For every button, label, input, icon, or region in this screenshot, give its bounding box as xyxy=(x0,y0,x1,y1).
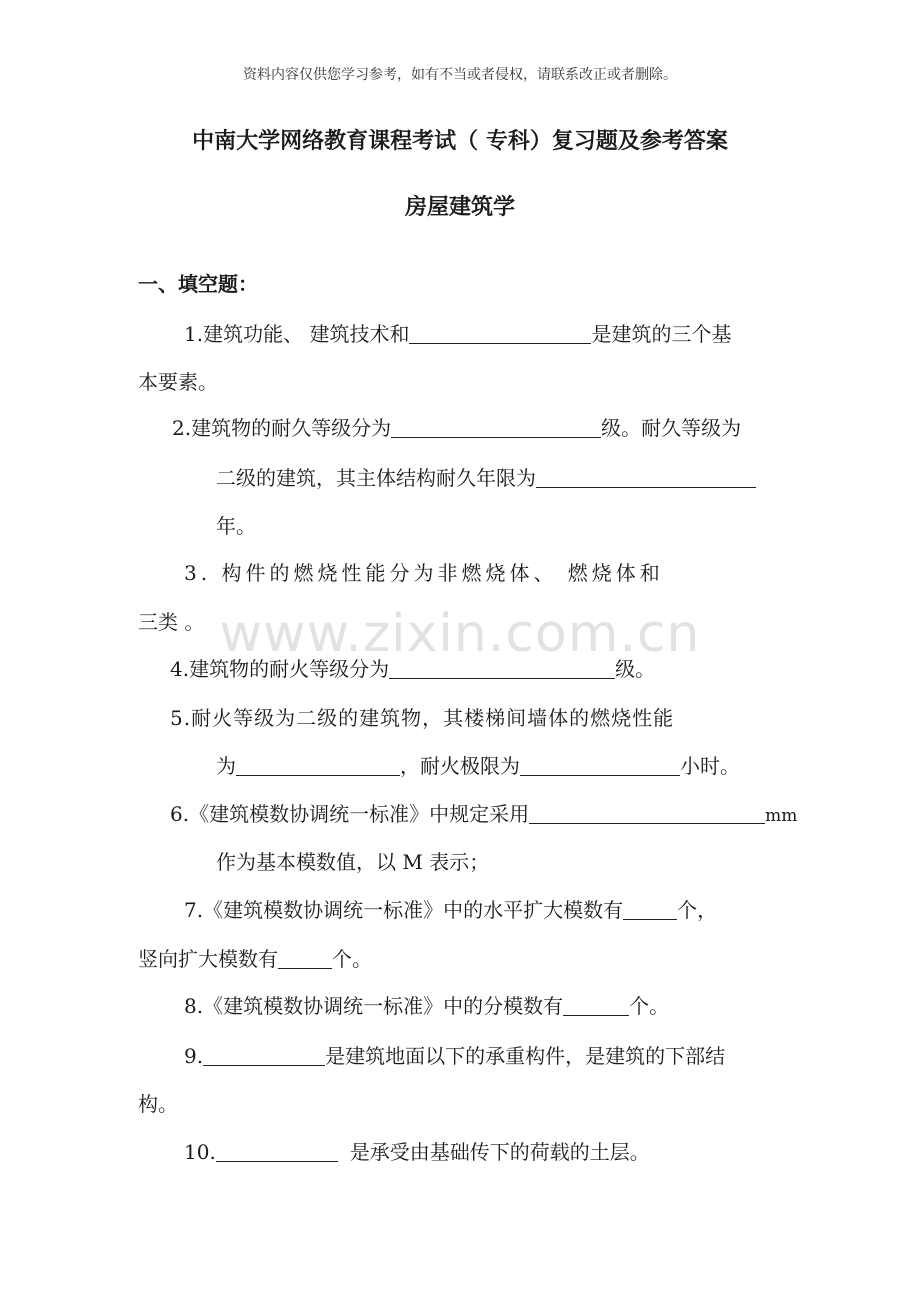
answer-blank xyxy=(409,323,591,344)
question-text: 是承受由基础传下的荷载的土层。 xyxy=(349,1140,650,1164)
question-text: 8.《建筑模数协调统一标准》中的分模数有 xyxy=(184,994,564,1018)
answer-blank xyxy=(236,755,400,776)
question-3-cont: 三类 。 xyxy=(138,610,205,634)
question-text: 二级的建筑，其主体结构耐久年限为 xyxy=(216,466,536,490)
question-text: 1.建筑功能、 建筑技术和 xyxy=(184,322,410,346)
question-text: 是建筑的三个基 xyxy=(591,322,732,346)
question-5-cont xyxy=(216,750,740,779)
answer-blank xyxy=(520,755,680,776)
question-9 xyxy=(184,1040,725,1069)
question-text: 3. 构件的燃烧性能分为非燃烧体、 燃烧体和 xyxy=(184,561,664,585)
page-subtitle: 房屋建筑学 xyxy=(404,195,515,220)
page-title: 中南大学网络教育课程考试（ 专科）复习题及参考答案 xyxy=(192,129,728,154)
question-2-end: 年。 xyxy=(216,514,256,538)
question-text: 级。耐久等级为 xyxy=(601,416,742,440)
question-6 xyxy=(170,798,797,827)
answer-blank xyxy=(536,467,756,488)
question-text: 7.《建筑模数协调统一标准》中的水平扩大模数有 xyxy=(184,898,624,922)
section-heading: 一、填空题： xyxy=(138,272,258,296)
question-6-cont: 作为基本模数值，以 M 表示； xyxy=(216,850,490,874)
answer-blank xyxy=(563,995,629,1016)
question-2-cont xyxy=(216,462,756,491)
answer-blank xyxy=(391,417,601,438)
answer-blank xyxy=(278,948,332,969)
question-8 xyxy=(184,990,669,1019)
question-text: 4.建筑物的耐火等级分为 xyxy=(170,657,390,681)
answer-blank xyxy=(389,658,615,679)
answer-blank xyxy=(623,899,677,920)
question-text: 2.建筑物的耐久等级分为 xyxy=(172,416,392,440)
question-text: 6.《建筑模数协调统一标准》中规定采用 xyxy=(170,802,530,826)
question-5 xyxy=(170,702,674,731)
question-1-cont: 本要素。 xyxy=(138,370,218,394)
question-text: 个。 xyxy=(629,994,670,1018)
disclaimer: 资料内容仅供您学习参考，如有不当或者侵权，请联系改正或者删除。 xyxy=(243,67,677,83)
watermark: www.zixin.com.cn xyxy=(219,604,701,664)
unit-label: mm xyxy=(765,806,798,826)
question-text: ，耐火极限为 xyxy=(400,754,520,778)
question-text: 级。 xyxy=(615,657,656,681)
question-10 xyxy=(184,1136,650,1165)
question-text: 个， xyxy=(677,898,718,922)
question-text: 竖向扩大模数有 xyxy=(138,947,278,971)
question-9-cont: 构。 xyxy=(138,1092,178,1116)
question-4 xyxy=(170,653,655,682)
answer-blank xyxy=(529,803,765,824)
question-text: 为 xyxy=(216,754,236,778)
question-text: 5.耐火等级为二级的建筑物，其楼梯间墙体的燃烧性能 xyxy=(170,706,675,730)
answer-blank xyxy=(203,1045,325,1066)
question-7 xyxy=(184,894,717,923)
question-text: 9. xyxy=(184,1044,204,1068)
question-text: 是建筑地面以下的承重构件，是建筑的下部结 xyxy=(325,1044,726,1068)
question-text: 小时。 xyxy=(680,754,740,778)
question-2 xyxy=(172,412,741,441)
question-1 xyxy=(184,318,731,347)
question-3 xyxy=(184,557,664,586)
answer-blank xyxy=(216,1141,338,1162)
question-7-cont xyxy=(138,943,372,972)
question-text: 10. xyxy=(184,1140,216,1164)
question-text: 个。 xyxy=(332,947,372,971)
